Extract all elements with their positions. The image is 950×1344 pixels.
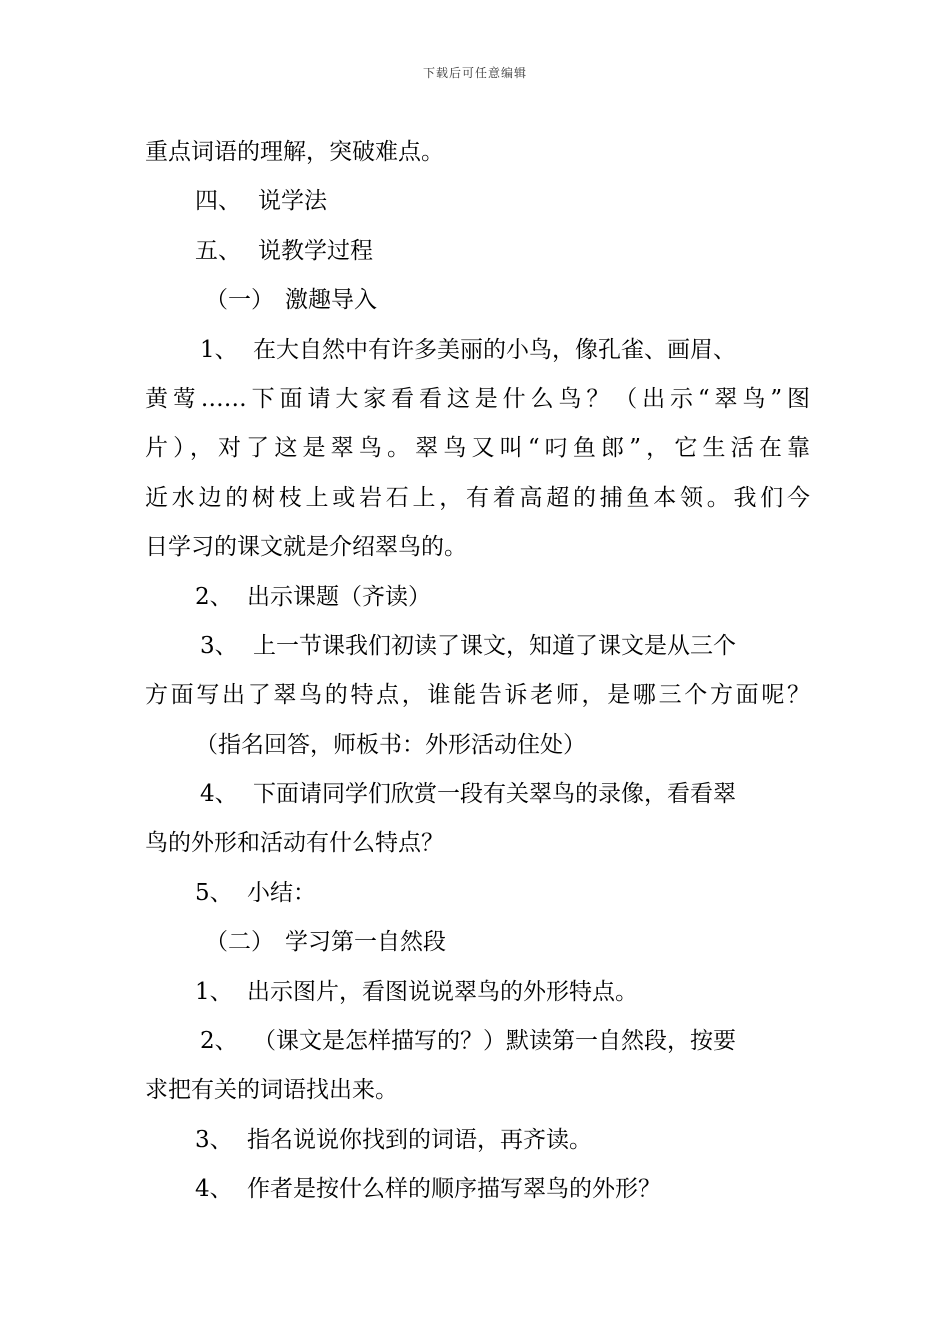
line-text: 激趣导入	[285, 287, 377, 314]
line-text: （课文是怎样描写的？）默读第一自然段，按要	[253, 1028, 736, 1055]
paragraph-line	[145, 721, 810, 770]
paragraph-line	[145, 227, 810, 276]
line-text: 说教学过程	[258, 237, 373, 264]
paragraph-line	[145, 424, 810, 473]
list-number: 1、	[200, 336, 238, 363]
list-number: （二）	[205, 929, 274, 956]
paragraph-line	[145, 523, 810, 572]
line-text: 出示课题（齐读）	[247, 583, 431, 610]
paragraph-line	[145, 375, 810, 424]
line-text: 出示图片，看图说说翠鸟的外形特点。	[247, 978, 638, 1005]
paragraph-line	[145, 968, 810, 1017]
document-body	[145, 128, 810, 1215]
line-text: 作者是按什么样的顺序描写翠鸟的外形？	[247, 1176, 661, 1203]
line-text: 说学法	[258, 188, 327, 215]
paragraph-line	[145, 276, 810, 325]
paragraph-line	[145, 622, 810, 671]
line-text: 求把有关的词语找出来。	[145, 1077, 398, 1104]
list-number: 2、	[200, 1028, 238, 1055]
line-text: 下面请同学们欣赏一段有关翠鸟的录像，看看翠	[253, 781, 736, 808]
list-number: 5、	[195, 879, 233, 906]
line-text: 鸟的外形和活动有什么特点？	[145, 830, 444, 857]
paragraph-line	[145, 671, 810, 720]
paragraph-line	[145, 1066, 810, 1115]
line-text: 小结：	[247, 879, 316, 906]
paragraph-line	[145, 770, 810, 819]
paragraph-line	[145, 474, 810, 523]
paragraph-line	[145, 1116, 810, 1165]
paragraph-line	[145, 326, 810, 375]
list-number: 3、	[200, 632, 238, 659]
paragraph-line	[145, 1017, 810, 1066]
paragraph-line	[145, 177, 810, 226]
line-text: 指名说说你找到的词语，再齐读。	[247, 1126, 592, 1153]
line-text: 近水边的树枝上或岩石上，有着高超的捕鱼本领。我们今	[145, 484, 810, 511]
paragraph-line	[145, 573, 810, 622]
page-header: 下载后可任意编辑	[422, 66, 527, 80]
line-text: 学习第一自然段	[285, 929, 446, 956]
list-number: 2、	[195, 583, 233, 610]
paragraph-line	[145, 128, 810, 177]
list-number: 4、	[200, 781, 238, 808]
list-number: 3、	[195, 1126, 233, 1153]
line-text: 方面写出了翠鸟的特点，谁能告诉老师，是哪三个方面呢？	[145, 682, 810, 709]
paragraph-line	[145, 918, 810, 967]
list-number: 五、	[195, 237, 241, 264]
paragraph-line	[145, 1165, 810, 1214]
line-text: 黄莺……下面请大家看看这是什么鸟？（出示“翠鸟”图	[145, 385, 810, 412]
list-number: （一）	[205, 287, 274, 314]
line-text: （指名回答，师板书：外形活动住处）	[195, 731, 586, 758]
line-text: 在大自然中有许多美丽的小鸟，像孔雀、画眉、	[253, 336, 736, 363]
list-number: 4、	[195, 1176, 233, 1203]
list-number: 四、	[195, 188, 241, 215]
list-number: 1、	[195, 978, 233, 1005]
line-text: 上一节课我们初读了课文，知道了课文是从三个	[253, 632, 736, 659]
line-text: 重点词语的理解，突破难点。	[145, 139, 444, 165]
paragraph-line	[145, 869, 810, 918]
line-text: 日学习的课文就是介绍翠鸟的。	[145, 534, 467, 561]
paragraph-line	[145, 819, 810, 868]
line-text: 片），对了这是翠鸟。翠鸟又叫“叼鱼郎”，它生活在靠	[145, 435, 810, 462]
